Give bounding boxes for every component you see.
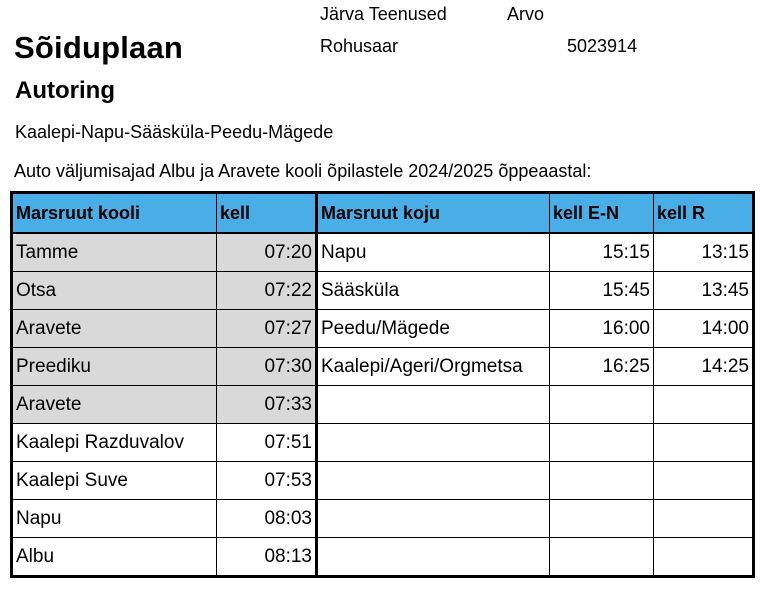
- home-stop-cell: Sääsküla: [317, 272, 550, 310]
- route-description: Kaalepi-Napu-Sääsküla-Peedu-Mägede: [15, 122, 334, 142]
- school-stop-cell: Aravete: [12, 310, 217, 348]
- table-row: [12, 424, 754, 462]
- school-stop-cell: Aravete: [12, 386, 217, 424]
- home-stop-cell: Napu: [317, 233, 550, 272]
- school-stop-cell: Napu: [12, 500, 217, 538]
- school-stop-cell: Tamme: [12, 233, 217, 272]
- home-time-mon-thu-cell: 16:25: [550, 348, 654, 386]
- home-time-fri-cell: [654, 538, 754, 577]
- schedule-table: [10, 191, 755, 578]
- home-time-fri-cell: [654, 424, 754, 462]
- home-time-mon-thu-cell: 16:00: [550, 310, 654, 348]
- school-time-cell: 07:22: [217, 272, 317, 310]
- table-body: [12, 233, 754, 577]
- home-time-fri-cell: [654, 500, 754, 538]
- contact-surname: Rohusaar: [320, 36, 399, 56]
- home-stop-cell: Kaalepi/Ageri/Orgmetsa: [317, 348, 550, 386]
- contact-name: Arvo: [507, 4, 545, 24]
- page-subtitle: Autoring: [15, 77, 115, 104]
- table-row: [12, 233, 754, 272]
- contact-phone: 5023914: [567, 36, 638, 56]
- home-time-mon-thu-cell: [550, 500, 654, 538]
- school-time-cell: 08:03: [217, 500, 317, 538]
- table-row: [12, 348, 754, 386]
- school-stop-cell: Kaalepi Suve: [12, 462, 217, 500]
- school-stop-cell: Otsa: [12, 272, 217, 310]
- school-time-cell: 07:20: [217, 233, 317, 272]
- col-header-time-mon-thu: kell E-N: [550, 193, 654, 234]
- col-header-route-to-school: Marsruut kooli: [12, 193, 217, 234]
- home-time-fri-cell: [654, 462, 754, 500]
- home-time-fri-cell: 13:15: [654, 233, 754, 272]
- school-time-cell: 07:30: [217, 348, 317, 386]
- school-stop-cell: Albu: [12, 538, 217, 577]
- company-name: Järva Teenused: [320, 4, 447, 24]
- home-stop-cell: [317, 500, 550, 538]
- table-header-row: [12, 193, 754, 234]
- home-stop-cell: [317, 424, 550, 462]
- home-stop-cell: [317, 538, 550, 577]
- table-row: [12, 500, 754, 538]
- table-row: [12, 272, 754, 310]
- page-title: Sõiduplaan: [14, 30, 184, 65]
- col-header-time: kell: [217, 193, 317, 234]
- home-time-fri-cell: [654, 386, 754, 424]
- school-time-cell: 07:33: [217, 386, 317, 424]
- table-row: [12, 538, 754, 577]
- home-stop-cell: [317, 462, 550, 500]
- school-time-cell: 08:13: [217, 538, 317, 577]
- school-stop-cell: Kaalepi Razduvalov: [12, 424, 217, 462]
- col-header-route-home: Marsruut koju: [317, 193, 550, 234]
- home-time-mon-thu-cell: [550, 424, 654, 462]
- home-time-mon-thu-cell: [550, 538, 654, 577]
- home-stop-cell: Peedu/Mägede: [317, 310, 550, 348]
- school-stop-cell: Preediku: [12, 348, 217, 386]
- table-row: [12, 386, 754, 424]
- home-time-fri-cell: 13:45: [654, 272, 754, 310]
- home-time-mon-thu-cell: [550, 386, 654, 424]
- home-time-fri-cell: 14:00: [654, 310, 754, 348]
- col-header-time-fri: kell R: [654, 193, 754, 234]
- home-stop-cell: [317, 386, 550, 424]
- school-time-cell: 07:27: [217, 310, 317, 348]
- home-time-fri-cell: 14:25: [654, 348, 754, 386]
- table-row: [12, 310, 754, 348]
- home-time-mon-thu-cell: 15:15: [550, 233, 654, 272]
- school-time-cell: 07:51: [217, 424, 317, 462]
- table-row: [12, 462, 754, 500]
- home-time-mon-thu-cell: 15:45: [550, 272, 654, 310]
- schedule-description: Auto väljumisajad Albu ja Aravete kooli õpilastele 2024/2025 õppeaastal:: [14, 161, 592, 181]
- school-time-cell: 07:53: [217, 462, 317, 500]
- home-time-mon-thu-cell: [550, 462, 654, 500]
